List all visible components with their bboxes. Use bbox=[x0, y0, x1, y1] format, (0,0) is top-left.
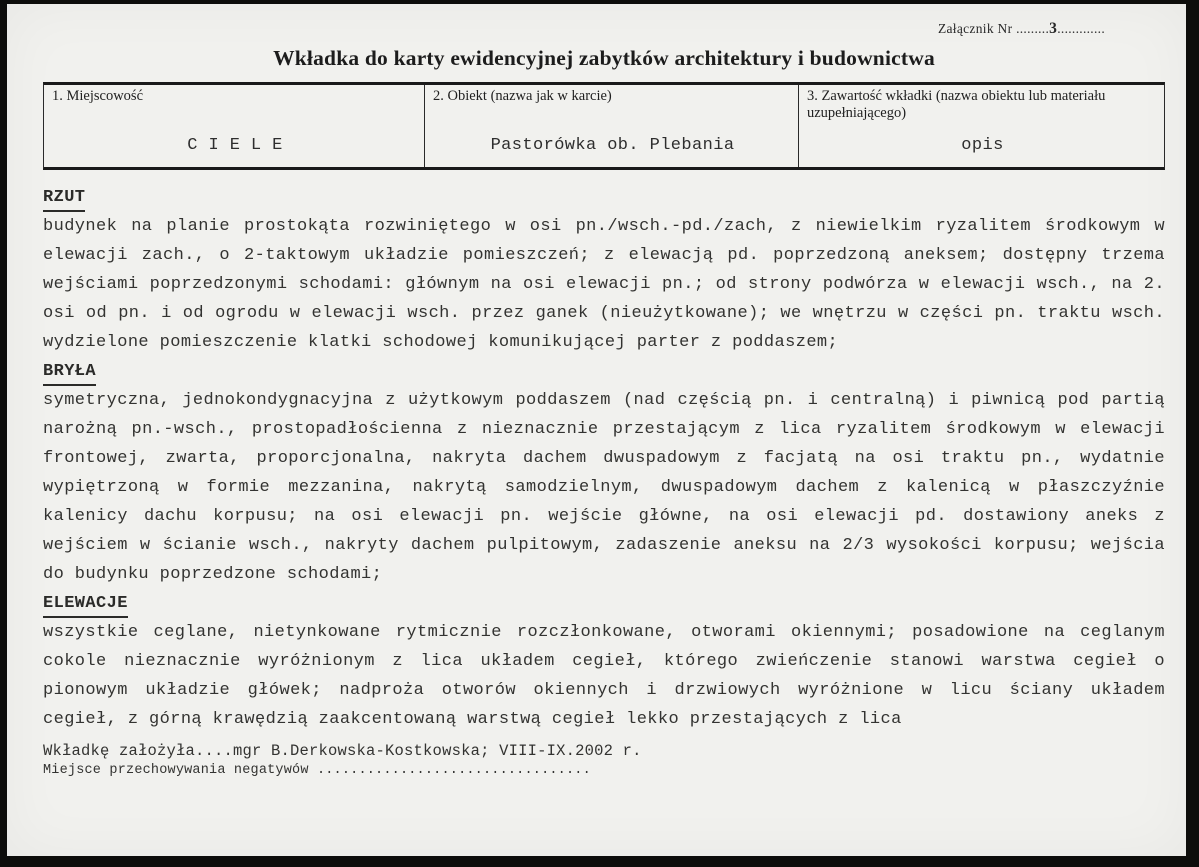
section-rzut bbox=[43, 183, 1165, 357]
footer-author-line: Wkładkę założyła....mgr B.Derkowska-Kostkowska; VIII-IX.2002 r. bbox=[43, 742, 642, 760]
attachment-number: 3 bbox=[1049, 20, 1058, 37]
column-header-zawartosc: 3. Zawartość wkładki (nazwa obiektu lub materiału uzupełniającego) bbox=[807, 88, 1106, 121]
section-heading-bryla-text: BRYŁA bbox=[43, 360, 96, 386]
section-bryla bbox=[43, 357, 1165, 589]
section-heading-elewacje bbox=[43, 589, 1165, 618]
column-header-miejscowosc: 1. Miejscowość bbox=[52, 88, 144, 104]
value-zawartosc: opis bbox=[961, 136, 1004, 155]
page-title: Wkładka do karty ewidencyjnej zabytków architektury i budownictwa bbox=[273, 46, 935, 70]
section-text-bryla: symetryczna, jednokondygnacyjna z użytkowym poddaszem (nad częścią pn. i centralną) i piwnicą pod partią narożną pn.-wsch., prostopadłościenna z nieznacznie przestającym z lica ryzalitem środkowym w elewacji frontowej, zwarta, proporcjonalna, nakryta dachem dwuspadowym z facjatą na osi traktu pn., wydatnie wypiętrzoną w formie mezzanina, nakrytą samodzielnym, dwuspadowym dachem z kalenicą w płaszczyźnie kalenicy dachu korpusu; na osi elewacji pn. wejście główne, na osi elewacji pd. dostawiony aneks z wejściem w ścianie wsch., nakryty dachem pulpitowym, zadaszenie aneksu na 2/3 wysokości korpusu; wejścia do budynku poprzedzone schodami; bbox=[43, 391, 1165, 584]
document-content bbox=[7, 20, 1186, 780]
description-body bbox=[43, 183, 1165, 734]
footer bbox=[43, 741, 1165, 780]
value-obiekt: Pastorówka ob. Plebania bbox=[490, 136, 735, 155]
table-cell-miejscowosc bbox=[44, 85, 424, 167]
attachment-number-line bbox=[43, 20, 1165, 38]
document-page bbox=[7, 4, 1186, 856]
section-heading-rzut-text: RZUT bbox=[43, 186, 85, 212]
value-miejscowosc: C I E L E bbox=[187, 136, 283, 155]
identification-table bbox=[43, 82, 1165, 170]
section-heading-bryla bbox=[43, 357, 1165, 386]
section-text-elewacje: wszystkie ceglane, nietynkowane rytmicznie rozczłonkowane, otworami okiennymi; posadowione na ceglanym cokole nieznacznie wyróżnionym z lica układem cegieł, którego zwieńczenie stanowi warstwa cegieł o pionowym układzie główek; nadproża otworów okiennych i drzwiowych wyróżnione w licu ściany układem cegieł, z górną krawędzią zaakcentowaną warstwą cegieł lekko przestających z lica bbox=[43, 623, 1165, 729]
attachment-dots-right: ............. bbox=[1057, 21, 1105, 36]
column-header-obiekt: 2. Obiekt (nazwa jak w karcie) bbox=[433, 88, 612, 104]
footer-negatives-line: Miejsce przechowywania negatywów ................................. bbox=[43, 763, 591, 778]
table-cell-zawartosc bbox=[798, 85, 1164, 167]
table-cell-obiekt bbox=[424, 85, 798, 167]
section-heading-rzut bbox=[43, 183, 1165, 212]
attachment-label: Załącznik Nr bbox=[937, 21, 1013, 36]
section-heading-elewacje-text: ELEWACJE bbox=[43, 592, 128, 618]
section-elewacje bbox=[43, 589, 1165, 734]
attachment-dots-left: ......... bbox=[1016, 21, 1050, 36]
section-text-rzut: budynek na planie prostokąta rozwiniętego w osi pn./wsch.-pd./zach, z niewielkim ryzalitem środkowym w elewacji zach., o 2-taktowym układzie pomieszczeń; z elewacją pd. poprzedzoną aneksem; dostępny trzema wejściami poprzedzonymi schodami: głównym na osi elewacji pn.; od strony podwórza w elewacji wsch., na 2. osi od pn. i od ogrodu w elewacji wsch. przez ganek (nieużytkowane); we wnętrzu w części pn. traktu wsch. wydzielone pomieszczenie klatki schodowej komunikującej parter z poddaszem; bbox=[43, 217, 1165, 352]
